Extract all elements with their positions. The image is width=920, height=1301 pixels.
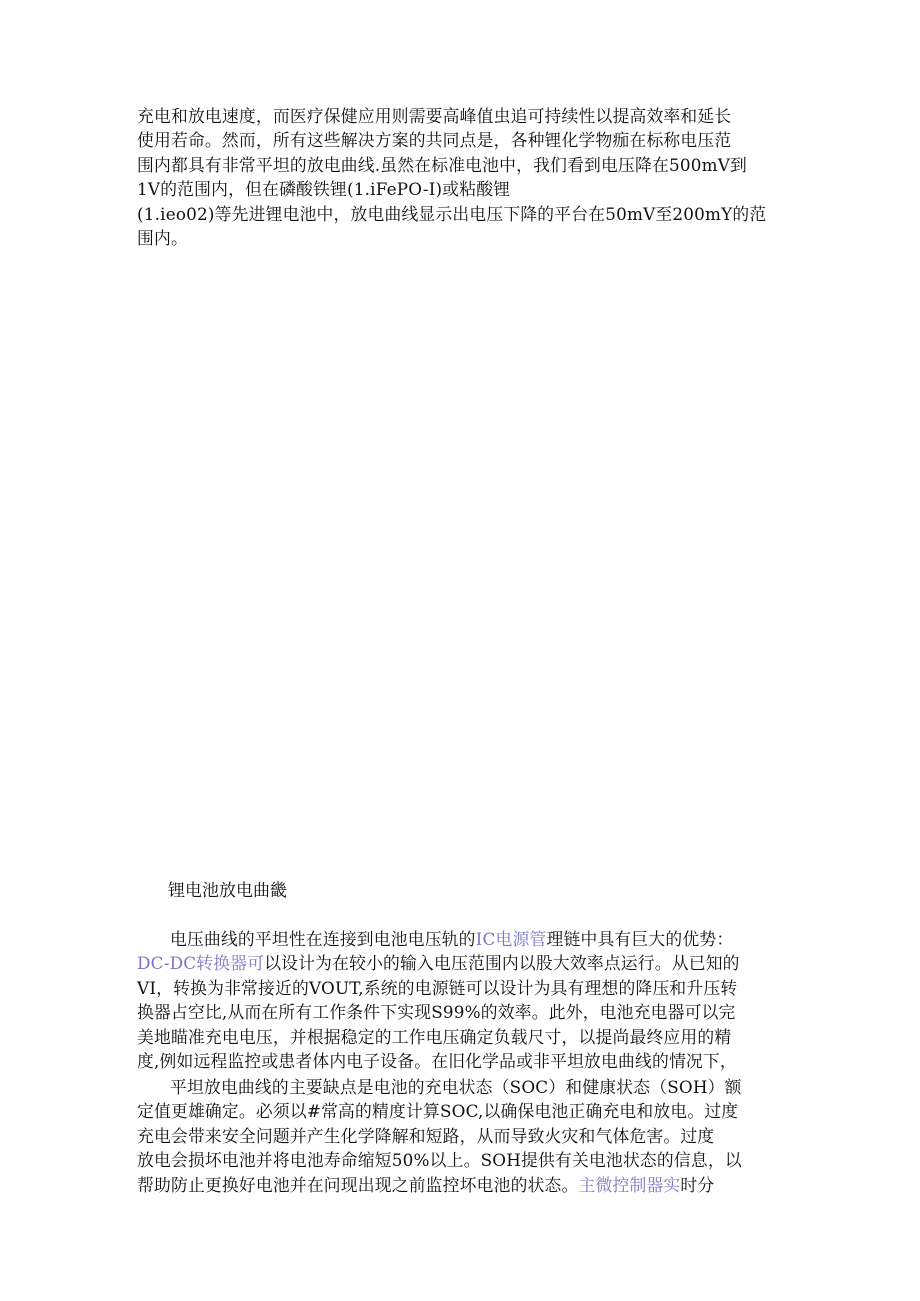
figure-caption: 锂电池放电曲畿 — [168, 881, 287, 901]
text-line: 放电会损坏电池并将电池寿命缩短50%以上。SOH提供有关电池状态的信息，以 — [137, 1150, 742, 1171]
text-line: 1V的范围内，但在磷酸铁锂(1.iFePO-I)或粘酸锂 — [137, 179, 511, 200]
link-dc-dc-converter[interactable]: DC-DC转换器可 — [137, 953, 265, 974]
text-line: (1.ieo02)等先进锂电池中，放电曲线显示出电压下降的平台在50mV至200mY的范 — [137, 203, 767, 224]
paragraph-flat-curve-advantage — [137, 927, 785, 1073]
text-line: 围内。 — [137, 228, 188, 249]
text-line — [137, 951, 785, 975]
text-line: 度,例如远程监控或患者体内电子设备。在旧化学品或非平坦放电曲线的情况下， — [137, 1051, 737, 1072]
text-segment: 理链中具有巨大的优势： — [546, 929, 734, 949]
text-line — [137, 927, 785, 951]
link-main-microcontroller[interactable]: 主微控制器实 — [578, 1174, 681, 1195]
text-segment: 时分 — [680, 1174, 715, 1195]
text-line: 平坦放电曲线的主要缺点是电池的充电状态（SOC）和健康状态（SOH）额 — [170, 1077, 742, 1097]
paragraph-soc-soh — [137, 1075, 785, 1197]
text-line — [137, 1173, 785, 1197]
text-line: 定值更雄确定。必须以#常高的精度计算SOC,以确保电池正确充电和放电。过度 — [137, 1101, 739, 1122]
text-line: 美地瞄准充电电压，并根据稳定的工作电压确定负载尺寸，以提尚最终应用的精 — [137, 1026, 732, 1047]
text-line: 充电和放电速度，而医疗保健应用则需要高峰值虫追可持续性以提高效率和延长 — [137, 106, 732, 126]
link-ic-power-management[interactable]: IC电源管 — [475, 929, 547, 949]
text-line: 充电会带来安全问题并产生化学降解和短路，从而导致火灾和气体危害。过度 — [137, 1125, 715, 1146]
text-line: 换器占空比,从而在所有工作条件下实现S99%的效率。此外，电池充电器可以完 — [137, 1002, 736, 1023]
paragraph-battery-discharge-intro — [137, 104, 785, 250]
text-line: 围内都具有非常平坦的放电曲线.虽然在标准电池中，我们看到电压降在500mV到 — [137, 154, 747, 175]
text-segment: 帮助防止更换好电池并在问现出现之前监控坏电池的状态。 — [137, 1174, 579, 1195]
text-segment: 电压曲线的平坦性在连接到电池电压轨的 — [170, 929, 476, 949]
text-line: 使用若命。然而，所有这些解决方案的共同点是，各种锂化学物痂在标称电压范 — [137, 130, 732, 151]
text-line: VI，转换为非常接近的VOUT,系统的电源链可以设计为具有理想的降压和升压转 — [137, 977, 738, 998]
text-segment: 以设计为在较小的输入电压范围内以股大效率点运行。从已知的 — [264, 953, 740, 974]
